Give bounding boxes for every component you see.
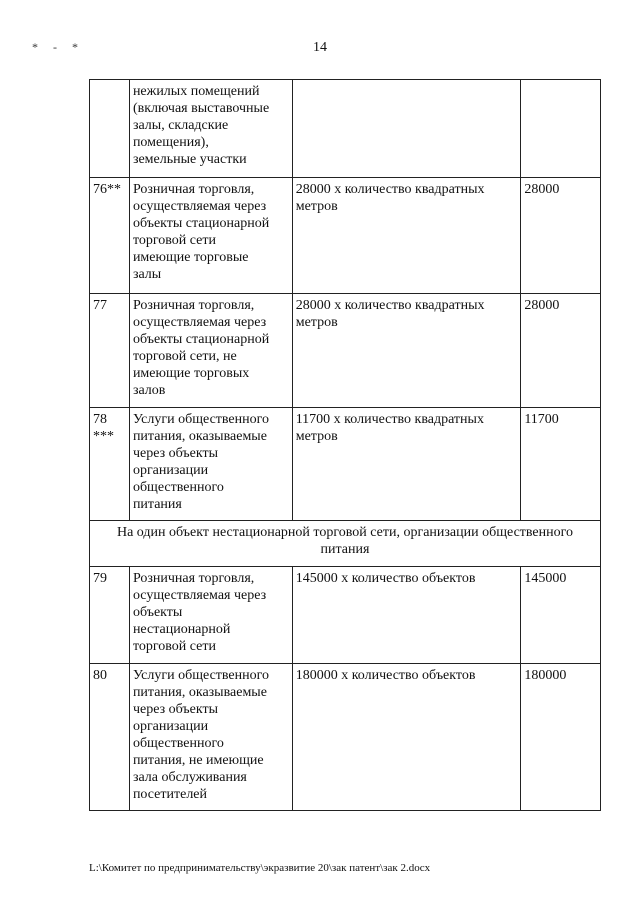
activity-cell (129, 408, 292, 521)
activity-line: торговой сети, не (132, 349, 237, 364)
formula-line: метров (295, 199, 338, 214)
section-header (90, 521, 601, 567)
activity-line: имеющие торговые (132, 250, 249, 265)
activity-line: (включая выставочные (132, 101, 270, 116)
row-number-cell: 80 (90, 664, 130, 811)
tariff-table (89, 79, 601, 811)
activity-line: осуществляемая через (132, 588, 267, 603)
activity-cell (129, 664, 292, 811)
amount-cell: 145000 (521, 567, 601, 664)
formula-cell (292, 408, 521, 521)
file-path-footer: L:\Комитет по предпринимательству\экразвитие 20\зак патент\зак 2.docx (89, 862, 431, 874)
formula-line: 145000 х количество объектов (295, 571, 476, 586)
activity-line: осуществляемая через (132, 315, 267, 330)
row-number-line: *** (93, 429, 114, 444)
activity-line: земельные участки (132, 152, 247, 167)
page-number: 14 (313, 40, 327, 55)
row-number-cell: 76** (90, 178, 130, 294)
scan-marks: * - * (32, 40, 84, 54)
formula-line: метров (295, 315, 338, 330)
formula-cell (292, 294, 521, 408)
activity-cell (129, 294, 292, 408)
row-number-cell: 79 (90, 567, 130, 664)
table-row (90, 80, 601, 178)
activity-line: осуществляемая через (132, 199, 267, 214)
activity-line: Розничная торговля, (132, 298, 255, 313)
section-header-line: На один объект нестационарной торговой сети, организации общественного (116, 525, 574, 540)
formula-line: 28000 х количество квадратных (295, 298, 485, 313)
table-row (90, 408, 601, 521)
activity-line: питания, оказываемые (132, 429, 267, 444)
amount-cell (521, 80, 601, 178)
activity-line: залы (132, 267, 162, 282)
activity-line: через объекты (132, 446, 218, 461)
activity-line: через объекты (132, 702, 218, 717)
activity-line: питания, оказываемые (132, 685, 267, 700)
formula-line: метров (295, 429, 338, 444)
row-number-cell (90, 80, 130, 178)
table-row (90, 178, 601, 294)
activity-line: залов (132, 383, 166, 398)
activity-line: нестационарной (132, 622, 231, 637)
amount-cell: 180000 (521, 664, 601, 811)
row-number-cell (90, 408, 130, 521)
amount-cell: 28000 (521, 178, 601, 294)
activity-line: Услуги общественного (132, 412, 270, 427)
formula-line: 180000 х количество объектов (295, 668, 476, 683)
formula-line: 28000 х количество квадратных (295, 182, 485, 197)
activity-line: питания (132, 497, 182, 512)
row-number-cell: 77 (90, 294, 130, 408)
formula-line: 11700 х количество квадратных (295, 412, 484, 427)
activity-line: общественного (132, 736, 224, 751)
activity-cell (129, 567, 292, 664)
activity-line: Розничная торговля, (132, 571, 255, 586)
activity-line: торговой сети (132, 639, 216, 654)
formula-cell (292, 178, 521, 294)
row-number-line: 78 (93, 412, 107, 427)
activity-line: организации (132, 719, 209, 734)
table-row (90, 664, 601, 811)
activity-line: помещения), (132, 135, 209, 150)
formula-cell (292, 80, 521, 178)
activity-line: зала обслуживания (132, 770, 247, 785)
activity-line: посетителей (132, 787, 208, 802)
amount-cell: 28000 (521, 294, 601, 408)
activity-line: торговой сети (132, 233, 216, 248)
activity-line: залы, складские (132, 118, 229, 133)
activity-cell (129, 178, 292, 294)
activity-line: объекты стационарной (132, 332, 270, 347)
table-row (90, 567, 601, 664)
activity-line: нежилых помещений (132, 84, 260, 99)
activity-line: Услуги общественного (132, 668, 270, 683)
activity-line: общественного (132, 480, 224, 495)
formula-cell (292, 664, 521, 811)
amount-cell: 11700 (521, 408, 601, 521)
activity-line: объекты (132, 605, 183, 620)
section-header-row (90, 521, 601, 567)
section-header-line: питания (320, 542, 370, 557)
activity-line: питания, не имеющие (132, 753, 264, 768)
activity-line: организации (132, 463, 209, 478)
activity-line: объекты стационарной (132, 216, 270, 231)
table-row (90, 294, 601, 408)
activity-cell (129, 80, 292, 178)
formula-cell (292, 567, 521, 664)
activity-line: имеющие торговых (132, 366, 250, 381)
activity-line: Розничная торговля, (132, 182, 255, 197)
